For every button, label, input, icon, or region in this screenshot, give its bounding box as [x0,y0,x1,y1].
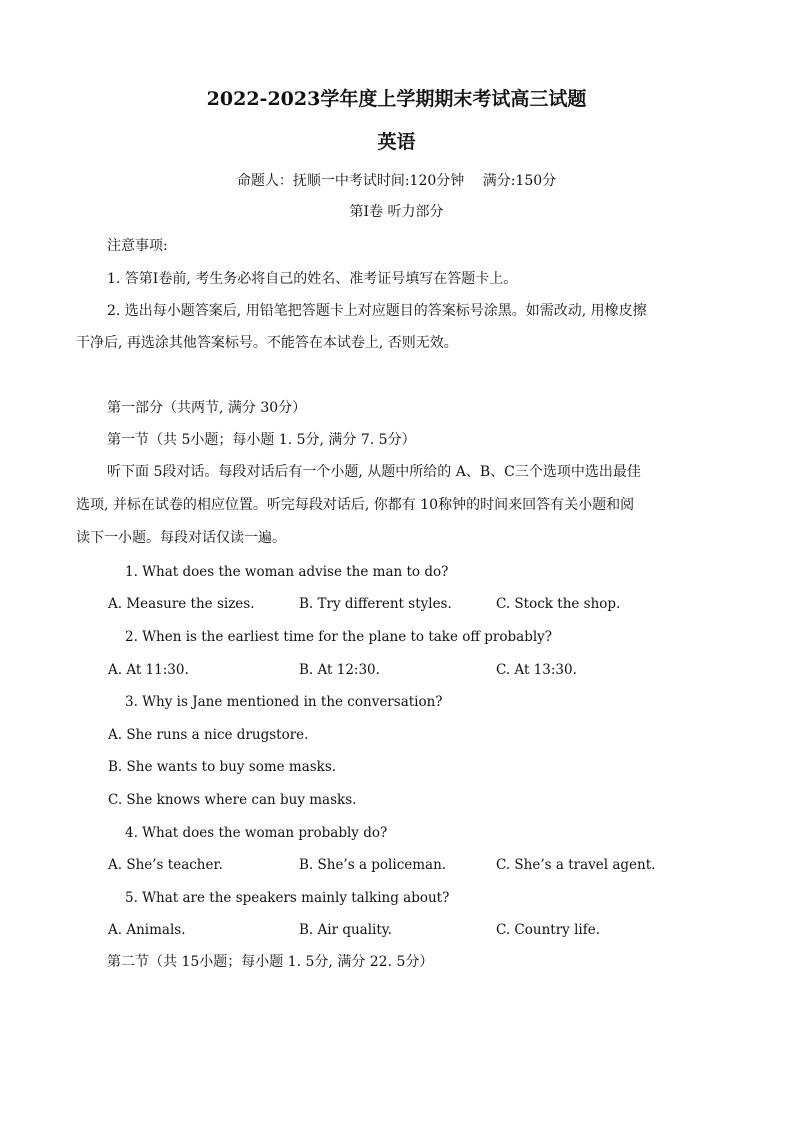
question-4-option-b: B. She’s a policeman. [299,857,447,873]
question-3-option-c: C. She knows where can buy masks. [108,792,357,808]
question-3-option-b: B. She wants to buy some masks. [108,759,337,775]
subject-title: 英语 [377,131,416,153]
notice-item-2-line-2: 干净后, 再选涂其他答案标号。不能答在本试卷上, 否则无效。 [76,335,458,351]
notice-item-1: 1. 答第I卷前, 考生务必将自己的姓名、准考证号填写在答题卡上。 [107,271,518,287]
exam-title: 2022-2023学年度上学期期末考试高三试题 [206,88,587,110]
question-2-option-c: C. At 13:30. [496,662,577,678]
question-3-option-a: A. She runs a nice drugstore. [108,727,309,743]
question-1-option-a: A. Measure the sizes. [108,596,255,612]
instructions-line-3: 读下一小题。每段对话仅读一遍。 [76,530,286,546]
question-5-option-b: B. Air quality. [299,922,392,938]
question-4-stem: 4. What does the woman probably do? [125,825,388,841]
question-1-option-c: C. Stock the shop. [496,596,621,612]
question-1-stem: 1. What does the woman advise the man to do? [125,564,449,580]
instructions-line-1: 听下面 5段对话。每段对话后有一个小题, 从题中所给的 A、B、C三个选项中选出最佳 [107,464,641,480]
question-3-stem: 3. Why is Jane mentioned in the conversation? [125,694,443,710]
question-5-option-c: C. Country life. [496,922,600,938]
question-1-option-b: B. Try different styles. [299,596,452,612]
part1-heading: 第一部分（共两节, 满分 30分） [107,400,307,416]
volume-heading: 第I卷 听力部分 [349,204,444,220]
exam-info: 命题人：抚顺一中考试时间:120分钟 满分:150分 [236,173,557,189]
question-4-option-c: C. She’s a travel agent. [496,857,656,873]
notice-item-2-line-1: 2. 选出每小题答案后, 用铅笔把答题卡上对应题目的答案标号涂黑。如需改动, 用橡皮擦 [107,303,647,319]
question-5-stem: 5. What are the speakers mainly talking about? [125,890,450,906]
question-5-option-a: A. Animals. [108,922,186,938]
question-2-stem: 2. When is the earliest time for the plane to take off probably? [125,629,553,645]
question-4-option-a: A. She’s teacher. [108,857,223,873]
section1-heading: 第一节（共 5小题；每小题 1. 5分, 满分 7. 5分） [107,432,416,448]
instructions-line-2: 选项, 并标在试卷的相应位置。听完每段对话后, 你都有 10称钟的时间来回答有关小题和阅 [76,497,635,513]
notice-heading: 注意事项: [107,238,168,254]
section2-heading: 第二节（共 15小题；每小题 1. 5分, 满分 22. 5分） [107,954,434,970]
question-2-option-a: A. At 11:30. [108,662,189,678]
question-2-option-b: B. At 12:30. [299,662,380,678]
